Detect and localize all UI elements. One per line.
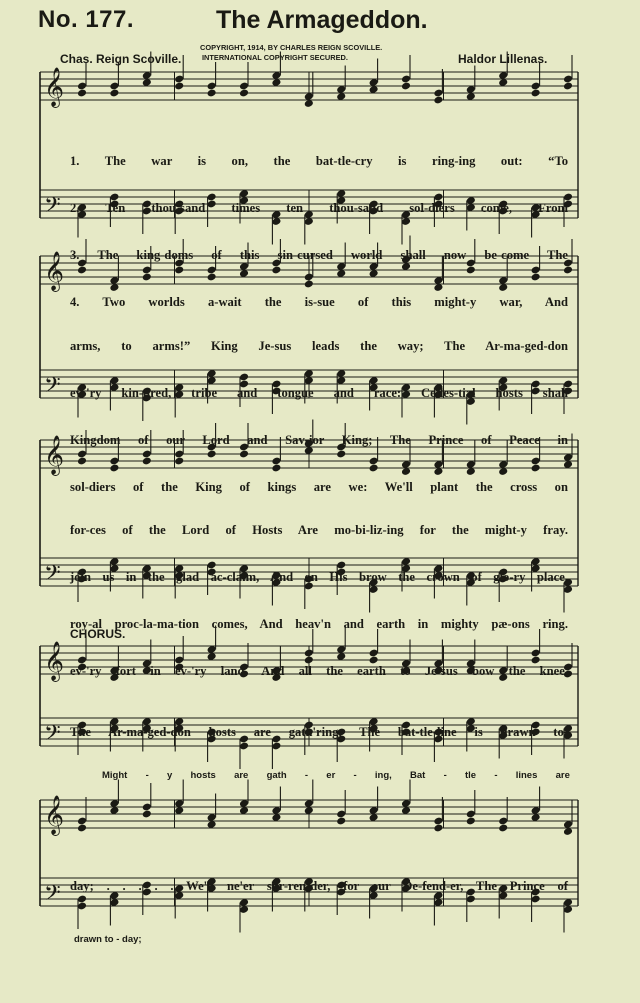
bass-syllable: tle bbox=[464, 770, 477, 781]
verse-line: sol-diers of the King of kings are we: We'll plant the cross on bbox=[70, 479, 568, 494]
verse-line: Kingdom of our Lord and Sav-ior King; The Prince of Peace in bbox=[70, 432, 568, 447]
bass-clef-icon: 𝄢 bbox=[44, 373, 61, 403]
treble-clef-icon: 𝄞 bbox=[44, 251, 65, 291]
note-head bbox=[336, 817, 346, 826]
bass-syllable: - bbox=[304, 770, 309, 781]
verses-system-1 bbox=[70, 123, 568, 326]
chorus-line: The Ar-ma-ged-don hosts are gath'ring, The bat-tle-line is drawn to- bbox=[70, 725, 568, 740]
note-head bbox=[466, 817, 476, 826]
hymn-number: No. 177. bbox=[38, 6, 135, 33]
bass-syllable: hosts bbox=[190, 770, 216, 781]
verse-line: roy-al proc-la-ma-tion comes, And heav'n and earth in mighty pæ-ons ring. bbox=[70, 616, 568, 631]
bass-lyric-2: drawn to - day; bbox=[74, 934, 142, 945]
chorus-lyric-1 bbox=[70, 694, 568, 756]
note-head bbox=[77, 89, 87, 98]
verse-line: join us in the glad ac-claim, And on His brow the crown of glo-ry place. bbox=[70, 569, 568, 584]
chorus-label: CHORUS. bbox=[70, 627, 126, 641]
bass-syllable: - bbox=[353, 770, 357, 781]
note-head bbox=[498, 824, 508, 833]
bass-syllable: - bbox=[145, 770, 149, 781]
bass-syllable: are bbox=[234, 770, 249, 781]
chorus-line: day; . . . . . We'll ne'er sur-ren-der, for our De-fend-er, The Prince of bbox=[70, 879, 568, 894]
verse-line: 4. Two worlds a-wait the is-sue of this might-y war, And bbox=[70, 294, 568, 309]
note-head bbox=[77, 824, 87, 833]
note-head bbox=[142, 810, 152, 819]
verse-line: for-ces of the Lord of Hosts Are mo-bi-liz-ing for the might-y fray. bbox=[70, 523, 568, 538]
treble-clef-icon: 𝄞 bbox=[44, 641, 65, 681]
bass-clef-icon: 𝄢 bbox=[44, 193, 61, 223]
hymn-title: The Armageddon. bbox=[216, 6, 428, 34]
bass-syllable: - bbox=[494, 770, 498, 781]
bass-syllable: Bat bbox=[410, 770, 426, 781]
bass-syllable: ing, bbox=[374, 770, 392, 781]
bass-syllable: are bbox=[555, 770, 570, 781]
bass-syllable: gath bbox=[266, 770, 287, 781]
treble-clef-icon: 𝄞 bbox=[44, 67, 65, 107]
bass-clef-icon: 𝄢 bbox=[44, 561, 61, 591]
bass-clef-icon: 𝄢 bbox=[44, 881, 61, 911]
treble-clef-icon: 𝄞 bbox=[44, 435, 65, 475]
author-credit: Chas. Reign Scoville. bbox=[60, 52, 182, 66]
note-head bbox=[109, 89, 119, 98]
verse-line: 1. The war is on, the bat-tle-cry is ring-ing out: “To bbox=[70, 154, 568, 169]
copyright-line: INTERNATIONAL COPYRIGHT SECURED. bbox=[202, 53, 348, 62]
note-head bbox=[401, 82, 411, 91]
bass-syllable: lines bbox=[515, 770, 538, 781]
note-head bbox=[207, 89, 217, 98]
bass-syllable: - bbox=[443, 770, 447, 781]
bass-clef-icon: 𝄢 bbox=[44, 721, 61, 751]
treble-clef-icon: 𝄞 bbox=[44, 795, 65, 835]
note-head bbox=[563, 82, 573, 91]
note-head bbox=[433, 96, 443, 105]
chorus-lyric-2 bbox=[70, 848, 568, 910]
verse-line: ev-'ry kin-dred, tribe and tongue and race: Ce-les-tial hosts shall bbox=[70, 385, 568, 400]
verses-system-2 bbox=[70, 308, 568, 511]
verse-line: 3. The king-doms of this sin-cursed world shall now be-come The bbox=[70, 247, 568, 262]
note-head bbox=[433, 824, 443, 833]
bass-syllable: Might bbox=[102, 770, 128, 781]
bass-syllable: er bbox=[326, 770, 336, 781]
verse-line: 2. Ten thou-sand times ten thou-sand sol-diers come, From bbox=[70, 200, 568, 215]
bass-syllable: y bbox=[166, 770, 173, 781]
verses-system-3 bbox=[70, 492, 568, 695]
copyright-line: COPYRIGHT, 1914, BY CHARLES REIGN SCOVILLE. bbox=[200, 43, 383, 52]
note-head bbox=[239, 89, 249, 98]
bass-lyric-1 bbox=[102, 770, 570, 781]
composer-credit: Haldor Lillenas. bbox=[458, 52, 548, 66]
verse-line: arms, to arms!” King Je-sus leads the way; The Ar-ma-ged-don bbox=[70, 339, 568, 354]
note-head bbox=[174, 82, 184, 91]
verse-line: ev-'ry fort in ev-'ry land, And all the earth to Je-sus bow the knee. bbox=[70, 663, 568, 678]
note-head bbox=[531, 89, 541, 98]
